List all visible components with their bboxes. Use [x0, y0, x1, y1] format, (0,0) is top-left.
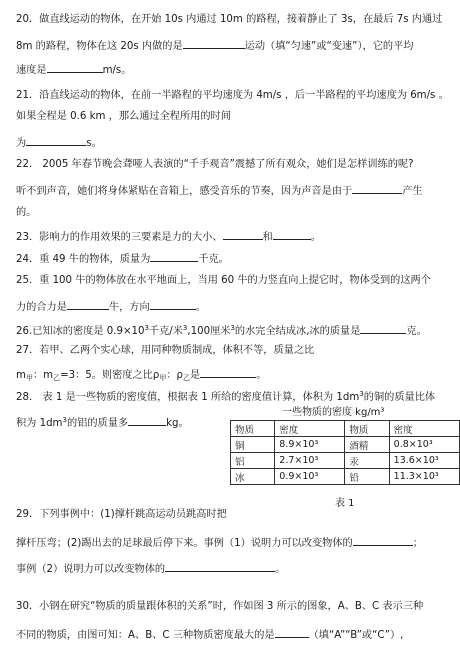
table-header-cell: 密度 — [389, 421, 459, 437]
q26-mass-blank[interactable] — [360, 322, 406, 334]
table-header-row — [231, 421, 460, 437]
q27-text-b: ：m — [32, 370, 54, 381]
q25-direction-blank[interactable] — [150, 298, 196, 310]
q26-sup2: 3 — [182, 324, 188, 332]
q29-blank2[interactable] — [165, 560, 275, 572]
q26-sup1: 3 — [144, 324, 149, 332]
q25-text-a: 力的合力是 — [16, 302, 67, 313]
q30-text-b: （填“A”“B”或“C”）, — [308, 630, 404, 641]
q20-text-d: m/s。 — [102, 65, 132, 76]
q23-text-a: 23．影响力的作用效果的三要素是力的大小、 — [16, 232, 223, 243]
q26-text-d: 的水完全结成冰,冰的质量是 — [234, 326, 361, 337]
q23-blank1[interactable] — [223, 228, 263, 240]
q22-line2 — [16, 182, 423, 199]
q25-text-b: 牛，方向 — [108, 302, 150, 313]
q23-text-c: 。 — [310, 232, 321, 243]
q24-text-a: 24．重 49 牛的物体，质量为 — [16, 254, 151, 265]
q27-sub2: 乙 — [53, 374, 61, 382]
q26-sup3: 3 — [230, 324, 235, 332]
q25-text-c: 。 — [195, 302, 206, 313]
q28-text-d: 的铝的质量多 — [66, 418, 129, 429]
q26-text-a: 26.已知冰的密度是 0.9×10 — [16, 326, 145, 337]
density-table — [230, 420, 460, 485]
q30-line1: 30．小钢在研究“物质的质量跟体积的关系”时，作如图 3 所示的图象，A、B、C 表示三种 — [16, 601, 424, 612]
table-cell: 酒精 — [345, 437, 389, 453]
q20-text-b: 运动（填“匀速”或“变速”），它的平均 — [244, 41, 414, 52]
q24-line — [16, 250, 229, 267]
q21-line2: 如果全程是 0.6 km ，那么通过全程所用的时间 — [16, 111, 231, 122]
table-cell: 13.6×10³ — [389, 453, 459, 469]
q23-text-b: 和 — [262, 232, 273, 243]
q28-line2 — [16, 414, 189, 431]
q27-text-c: =3：5。则密度之比ρ — [60, 370, 160, 381]
table-cell: 0.9×10³ — [275, 469, 345, 485]
q29-line3 — [16, 560, 285, 577]
q26-text-b: 千克/米 — [148, 326, 183, 337]
q27-line1: 27．若甲、乙两个实心球，用同种物质制成，体积不等，质量之比 — [16, 345, 315, 356]
table-cell: 汞 — [345, 453, 389, 469]
q26-line — [16, 322, 427, 339]
q21-time-blank[interactable] — [26, 134, 86, 146]
table-cell: 铝 — [231, 453, 275, 469]
q23-line — [16, 228, 321, 245]
table-cell: 2.7×10³ — [275, 453, 345, 469]
q28-text-a: 28． 表 1 是一些物质的密度值，根据表 1 所给的密度值计算，体积为 1dm — [16, 392, 360, 403]
q20-text-c: 速度是 — [16, 65, 47, 76]
q28-text-b: 的铜的质量比体 — [363, 392, 436, 403]
table-row — [231, 453, 460, 469]
q30-line2 — [16, 626, 403, 643]
q21-line1: 21．沿直线运动的物体，在前一半路程的平均速度为 4m/s ，后一半路程的平均速度为 6m/s 。 — [16, 90, 449, 101]
q20-line2 — [16, 37, 413, 54]
q20-speed-blank[interactable] — [47, 61, 103, 73]
q21-text-b: s。 — [86, 138, 102, 149]
q29-text-a: 撑杆压弯；(2)踢出去的足球最后停下来。事例（1）说明力可以改变物体的 — [16, 538, 353, 549]
q24-mass-blank[interactable] — [150, 250, 198, 262]
q20-motion-blank[interactable] — [183, 37, 245, 49]
q29-line2 — [16, 534, 423, 551]
q28-text-e: kg。 — [166, 418, 189, 429]
q20-text-a: 8m 的路程，物体在这 20s 内做的是 — [16, 41, 183, 52]
q22-text-b: 产生 — [402, 186, 423, 197]
q29-text-b: ； — [412, 538, 423, 549]
table-caption: 表 1 — [335, 498, 355, 509]
q23-blank2[interactable] — [273, 228, 311, 240]
q27-sub1: 甲 — [25, 374, 33, 382]
q30-density-blank[interactable] — [275, 626, 309, 638]
table-row — [231, 469, 460, 485]
q27-sub3: 甲 — [159, 374, 167, 382]
table-header-cell: 物质 — [345, 421, 389, 437]
q21-line3 — [16, 134, 102, 151]
q25-line1: 25．重 100 牛的物体放在水平地面上，当用 60 牛的力竖直向上提它时，物体受到的这两个 — [16, 275, 431, 286]
q29-blank1[interactable] — [353, 534, 413, 546]
q25-line2 — [16, 298, 206, 315]
q30-text-a: 不同的物质，由图可知：A、B、C 三种物质密度最大的是 — [16, 630, 275, 641]
table-header-cell: 物质 — [231, 421, 275, 437]
q24-text-b: 千克。 — [198, 254, 229, 265]
q27-text-e: 是 — [190, 370, 201, 381]
q28-mass-blank[interactable] — [128, 414, 166, 426]
q28-sup2: 3 — [62, 416, 67, 424]
q27-text-a: m — [16, 370, 26, 381]
q28-sup1: 3 — [359, 390, 364, 398]
q20-line3 — [16, 61, 131, 78]
q22-line3: 的。 — [16, 207, 37, 218]
q29-line1: 29．下列事例中：(1)撑杆跳高运动员跳高时把 — [16, 509, 227, 520]
q27-sub4: 乙 — [183, 374, 190, 382]
q28-text-c: 积为 1dm — [16, 418, 63, 429]
q29-text-c: 事例（2）说明力可以改变物体的 — [16, 564, 166, 575]
q21-text-a: 为 — [16, 138, 27, 149]
table-cell: 0.8×10³ — [389, 437, 459, 453]
table-row — [231, 437, 460, 453]
q27-text-f: 。 — [256, 370, 267, 381]
q27-line2 — [16, 366, 266, 383]
density-table-title: 一些物质的密度 kg/m³ — [282, 407, 385, 418]
q25-force-blank[interactable] — [67, 298, 109, 310]
q29-text-d: 。 — [275, 564, 286, 575]
table-cell: 11.3×10³ — [389, 469, 459, 485]
q22-line1: 22． 2005 年春节晚会聋哑人表演的“千手观音”震撼了所有观众，她们是怎样训练的呢? — [16, 159, 414, 170]
table-header-cell: 密度 — [275, 421, 345, 437]
q27-ratio-blank[interactable] — [200, 366, 256, 378]
q22-sound-blank[interactable] — [352, 182, 402, 194]
q22-text-a: 听不到声音，她们将身体紧贴在音箱上，感受音乐的节奏，因为声音是由于 — [16, 186, 353, 197]
table-cell: 冰 — [231, 469, 275, 485]
table-cell: 铅 — [345, 469, 389, 485]
q26-text-c: ,100厘米 — [187, 326, 231, 337]
q26-text-e: 克。 — [406, 326, 427, 337]
table-cell: 8.9×10³ — [275, 437, 345, 453]
table-cell: 铜 — [231, 437, 275, 453]
q27-text-d: ：ρ — [166, 370, 183, 381]
q20-line1: 20．做直线运动的物体，在开始 10s 内通过 10m 的路程，接着静止了 3s，在最后 7s 内通过 — [16, 14, 443, 25]
